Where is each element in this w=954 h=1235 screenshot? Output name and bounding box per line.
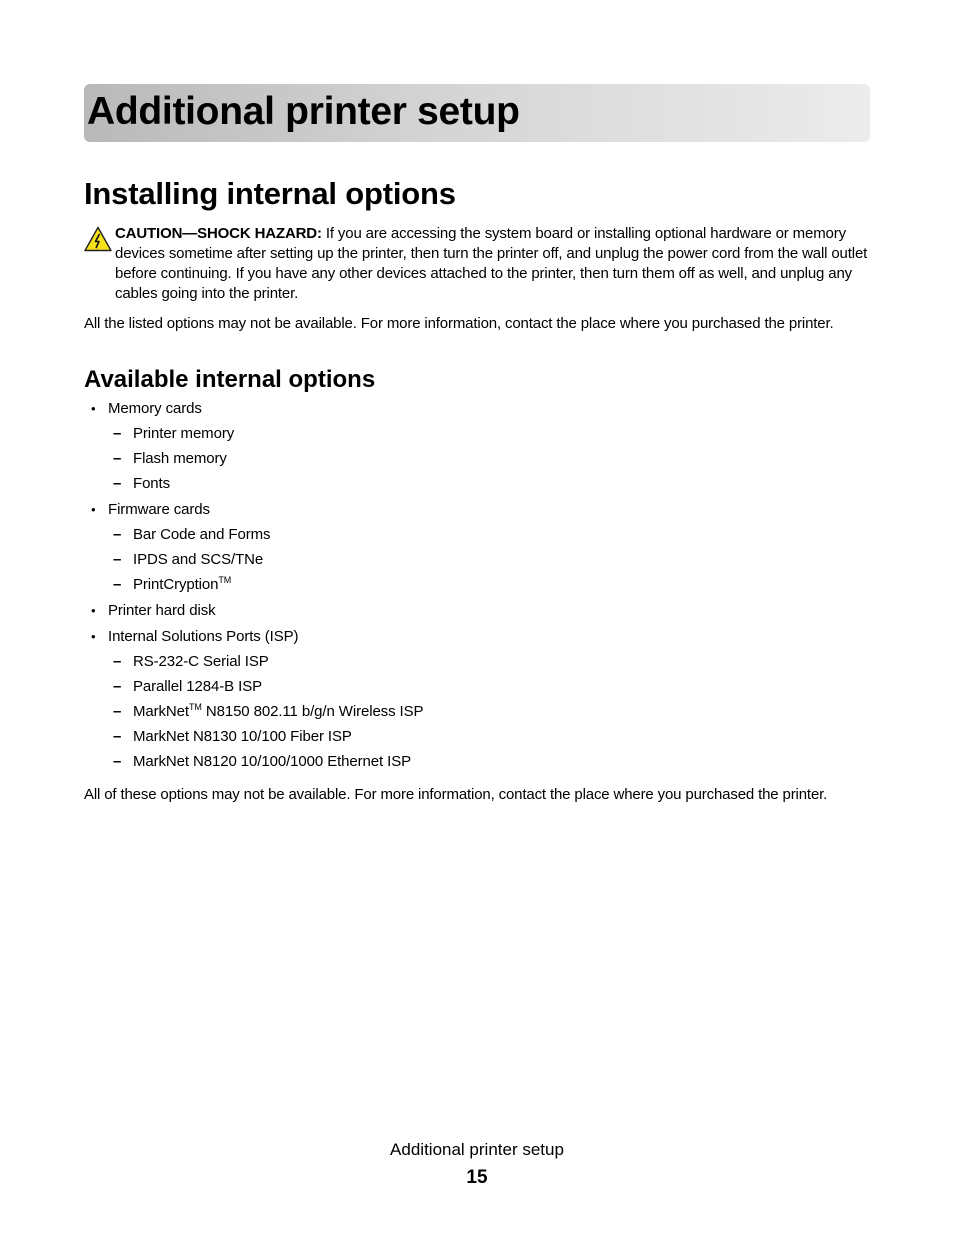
dash-marker: –: [113, 576, 122, 593]
dash-marker: –: [113, 703, 122, 720]
options-subitem-label: Fonts: [133, 475, 171, 492]
trademark-mark: TM: [218, 575, 232, 585]
dash-marker: –: [113, 425, 122, 442]
bullet-marker: •: [91, 603, 96, 618]
bullet-marker: •: [91, 502, 96, 517]
caution-notice: [84, 224, 870, 304]
section-intro: All the listed options may not be available. For more information, contact the place where you purchased the printer.: [84, 315, 834, 332]
options-subitem-label: Bar Code and Forms: [133, 526, 271, 543]
dash-marker: –: [113, 728, 122, 745]
dash-marker: –: [113, 653, 122, 670]
options-item-label: Internal Solutions Ports (ISP): [108, 628, 299, 645]
options-subitem-label: Parallel 1284-B ISP: [133, 678, 263, 695]
caution-text: [115, 224, 870, 304]
options-subitem-label: Flash memory: [133, 450, 227, 467]
options-subitem-label: MarkNet N8120 10/100/1000 Ethernet ISP: [133, 753, 412, 770]
dash-marker: –: [113, 678, 122, 695]
trademark-mark: TM: [188, 702, 202, 712]
subsection-title: Available internal options: [84, 366, 376, 393]
closing-note: All of these options may not be available. For more information, contact the place where you purchased the printer.: [84, 786, 828, 803]
options-item-label: Memory cards: [108, 400, 202, 417]
options-subitem-label: PrintCryption™: [133, 575, 232, 593]
caution-body: If you are accessing the system board or installing optional hardware or memory devices sometime after setting up the printer, then turn the printer off, and unplug the power cord from the wall outlet before continuing. If you have any other devices attached to the printer, then turn them off as well, and unplug any cables going into the printer.: [115, 225, 868, 302]
bullet-marker: •: [91, 629, 96, 644]
dash-marker: –: [113, 526, 122, 543]
dash-marker: –: [113, 450, 122, 467]
dash-marker: –: [113, 475, 122, 492]
options-item-label: Printer hard disk: [108, 602, 216, 619]
bullet-marker: •: [91, 401, 96, 416]
chapter-banner: [84, 84, 870, 142]
options-item-label: Firmware cards: [108, 501, 210, 518]
page-number: 15: [466, 1167, 488, 1188]
options-subitem-label: MarkNet N8130 10/100 Fiber ISP: [133, 728, 352, 745]
section-title: Installing internal options: [84, 176, 456, 211]
footer-title: Additional printer setup: [390, 1140, 564, 1159]
caution-label: CAUTION—SHOCK HAZARD:: [115, 225, 322, 242]
options-subitem-label: RS-232-C Serial ISP: [133, 653, 269, 670]
dash-marker: –: [113, 551, 122, 568]
dash-marker: –: [113, 753, 122, 770]
options-subitem-label: Printer memory: [133, 425, 235, 442]
options-subitem-label: IPDS and SCS/TNe: [133, 551, 264, 568]
options-subitem-label: MarkNet™ N8150 802.11 b/g/n Wireless ISP: [133, 702, 424, 720]
chapter-title: Additional printer setup: [87, 90, 520, 133]
warning-triangle-icon: [84, 226, 112, 252]
